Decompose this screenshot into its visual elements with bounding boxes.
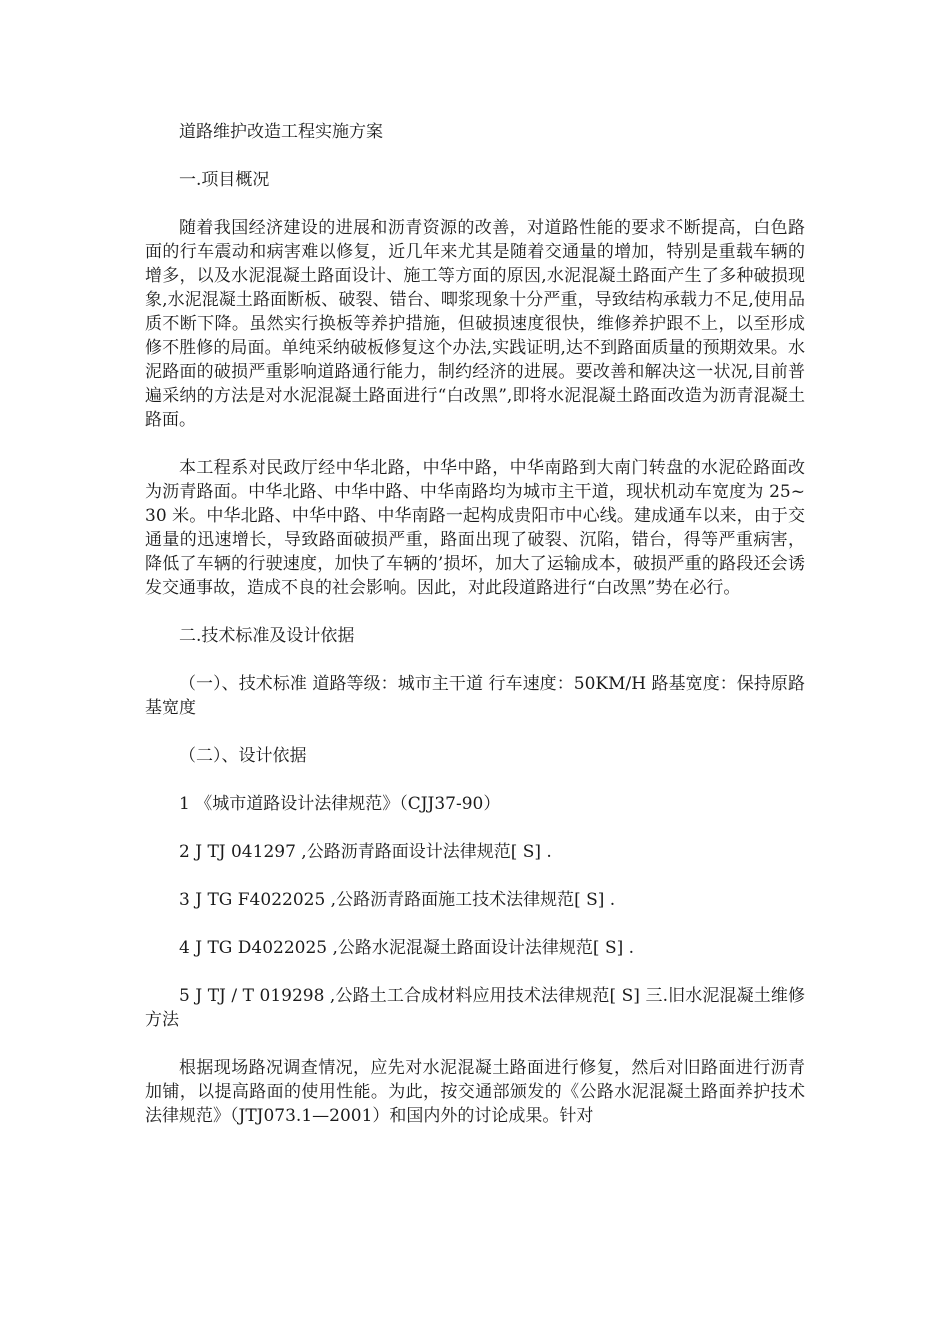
- subheading-design-basis: （二）、设计依据: [179, 746, 307, 766]
- document-page: [145, 120, 805, 1152]
- reference-item: 2 J TJ 041297 ,公路沥青路面设计法律规范[ S] .: [179, 842, 552, 862]
- document-title: 道路维护改造工程实施方案: [179, 122, 383, 142]
- paragraph-tech-standard: （一）、技术标准 道路等级：城市主干道 行车速度：50KM/H 路基宽度：保持原路基宽度: [145, 674, 805, 718]
- paragraph-background: 随着我国经济建设的进展和沥青资源的改善，对道路性能的要求不断提高，白色路面的行车震动和病害难以修复，近几年来尤其是随着交通量的增加，特别是重载车辆的增多，以及水泥混凝土路面设计、施工等方面的原因,水泥混凝土路面产生了多种破损现象,水泥混凝土路面断板、破裂、错台、唧浆现象十分严重，导致结构承载力不足,使用品质不断下降。虽然实行换板等养护措施，但破损速度很快，维修养护跟不上，以至形成修不胜修的局面。单纯采纳破板修复这个办法,实践证明,达不到路面质量的预期效果。水泥路面的破损严重影响道路通行能力，制约经济的进展。要改善和解决这一状况,目前普遍采纳的方法是对水泥混凝土路面进行“白改黑”,即将水泥混凝土路面改造为沥青混凝土路面。: [145, 218, 805, 430]
- section-heading-overview: 一.项目概况: [179, 170, 270, 190]
- reference-item: 3 J TG F4022025 ,公路沥青路面施工技术法律规范[ S] .: [179, 890, 616, 910]
- paragraph-project-scope: 本工程系对民政厅经中华北路，中华中路，中华南路到大南门转盘的水泥砼路面改为沥青路面。中华北路、中华中路、中华南路均为城市主干道，现状机动车宽度为 25~30 米。中华北路、中华中路、中华南路一起构成贵阳市中心线。建成通车以来，由于交通量的迅速增长，导致路面破损严重，路面出现了破裂、沉陷，错台，得等严重病害，降低了车辆的行驶速度，加快了车辆的’损坏，加大了运输成本，破损严重的路段还会诱发交通事故，造成不良的社会影响。因此，对此段道路进行“白改黑”势在必行。: [145, 458, 805, 598]
- reference-item: 1 《城市道路设计法律规范》（CJJ37-90）: [179, 794, 501, 814]
- reference-item: 4 J TG D4022025 ,公路水泥混凝土路面设计法律规范[ S] .: [179, 938, 635, 958]
- reference-item: 5 J TJ / T 019298 ,公路土工合成材料应用技术法律规范[ S] 三.旧水泥混凝土维修方法: [145, 986, 805, 1030]
- section-heading-standards: 二.技术标准及设计依据: [179, 626, 355, 646]
- paragraph-repair-method: 根据现场路况调查情况，应先对水泥混凝土路面进行修复，然后对旧路面进行沥青加铺，以提高路面的使用性能。为此，按交通部颁发的《公路水泥混凝土路面养护技术法律规范》（JTJ073.1—2001）和国内外的讨论成果。针对: [145, 1058, 805, 1126]
